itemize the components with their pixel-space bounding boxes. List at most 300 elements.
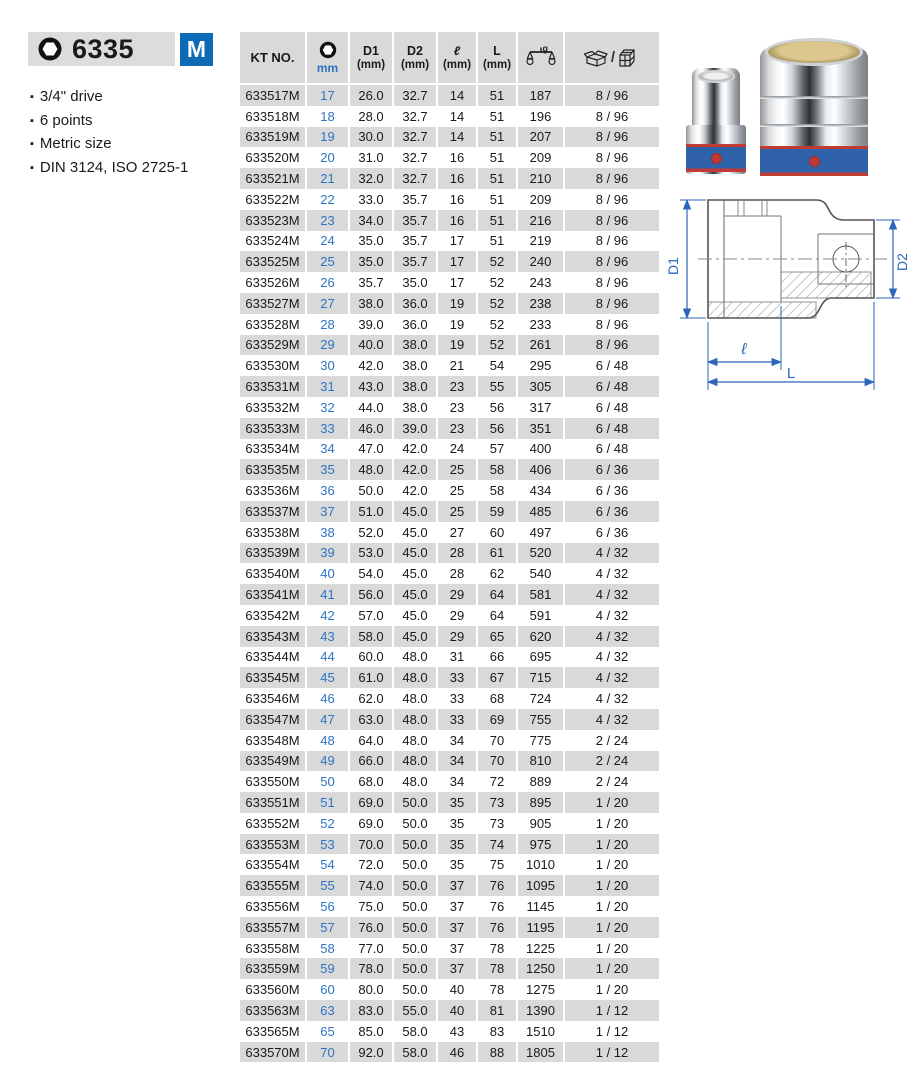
- table-cell: 40: [438, 979, 478, 1000]
- table-cell: 1 / 20: [565, 917, 659, 938]
- table-cell: 28: [438, 563, 478, 584]
- table-row: [240, 480, 659, 501]
- table-row: [240, 709, 659, 730]
- table-cell: 1250: [518, 958, 565, 979]
- table-cell: 50.0: [394, 979, 438, 1000]
- table-cell: 58: [478, 459, 518, 480]
- table-cell: 317: [518, 397, 565, 418]
- table-cell: 485: [518, 501, 565, 522]
- table-cell: 67: [478, 667, 518, 688]
- column-header-packaging: [565, 32, 659, 83]
- table-row: [240, 938, 659, 959]
- table-cell: 633556M: [240, 896, 307, 917]
- table-cell: 633527M: [240, 293, 307, 314]
- table-cell: 633558M: [240, 938, 307, 959]
- table-header-row: [240, 32, 659, 85]
- table-cell: 633541M: [240, 584, 307, 605]
- feature-item: ▪ 6 points: [30, 111, 93, 129]
- table-cell: 6 / 36: [565, 459, 659, 480]
- table-cell: 1 / 12: [565, 1021, 659, 1042]
- table-cell: 27: [307, 293, 350, 314]
- table-row: [240, 376, 659, 397]
- table-cell: 26: [307, 272, 350, 293]
- table-cell: 66: [478, 647, 518, 668]
- table-row: [240, 251, 659, 272]
- table-cell: 57.0: [350, 605, 394, 626]
- table-cell: 29: [438, 626, 478, 647]
- table-cell: 1275: [518, 979, 565, 1000]
- table-row: [240, 147, 659, 168]
- table-cell: 49: [307, 751, 350, 772]
- table-cell: 51: [478, 85, 518, 106]
- table-cell: 52: [478, 251, 518, 272]
- table-cell: 27: [438, 522, 478, 543]
- table-cell: 724: [518, 688, 565, 709]
- table-cell: 633518M: [240, 106, 307, 127]
- table-cell: 25: [438, 480, 478, 501]
- table-row: [240, 543, 659, 564]
- brand-logo-dot: [711, 153, 722, 164]
- table-cell: 47.0: [350, 439, 394, 460]
- table-cell: 8 / 96: [565, 231, 659, 252]
- table-cell: 633534M: [240, 439, 307, 460]
- table-cell: 35: [438, 854, 478, 875]
- table-cell: 975: [518, 834, 565, 855]
- table-cell: 32.7: [394, 127, 438, 148]
- table-cell: 43: [438, 1021, 478, 1042]
- table-cell: 83.0: [350, 1000, 394, 1021]
- table-cell: 633550M: [240, 771, 307, 792]
- table-cell: 38.0: [350, 293, 394, 314]
- table-cell: 57: [478, 439, 518, 460]
- table-cell: 633545M: [240, 667, 307, 688]
- column-header-d2: D2 (mm): [394, 32, 438, 83]
- table-cell: 37: [307, 501, 350, 522]
- bullet-icon: ▪: [30, 138, 34, 150]
- table-cell: 51: [478, 189, 518, 210]
- table-cell: 196: [518, 106, 565, 127]
- table-cell: 25: [438, 501, 478, 522]
- table-cell: 32.7: [394, 147, 438, 168]
- table-cell: 8 / 96: [565, 251, 659, 272]
- table-cell: 810: [518, 751, 565, 772]
- table-cell: 6 / 48: [565, 439, 659, 460]
- table-cell: 633536M: [240, 480, 307, 501]
- table-cell: 2 / 24: [565, 730, 659, 751]
- table-cell: 32: [307, 397, 350, 418]
- table-row: [240, 563, 659, 584]
- table-cell: 51: [478, 168, 518, 189]
- table-cell: 43: [307, 626, 350, 647]
- table-row: [240, 813, 659, 834]
- table-cell: 209: [518, 189, 565, 210]
- table-row: [240, 355, 659, 376]
- table-cell: 207: [518, 127, 565, 148]
- table-row: [240, 272, 659, 293]
- table-cell: 1 / 20: [565, 938, 659, 959]
- table-cell: 400: [518, 439, 565, 460]
- table-cell: 38.0: [394, 376, 438, 397]
- table-cell: 33: [307, 418, 350, 439]
- table-cell: 70: [478, 730, 518, 751]
- table-row: [240, 189, 659, 210]
- table-cell: 78: [478, 958, 518, 979]
- table-cell: 53: [307, 834, 350, 855]
- table-cell: 50.0: [394, 813, 438, 834]
- table-row: [240, 771, 659, 792]
- feature-item: ▪ 3/4" drive: [30, 88, 103, 105]
- dim-label-l-big: L: [786, 365, 796, 382]
- table-cell: 81: [478, 1000, 518, 1021]
- table-cell: 47: [307, 709, 350, 730]
- table-row: [240, 605, 659, 626]
- table-cell: 1095: [518, 875, 565, 896]
- table-cell: 1195: [518, 917, 565, 938]
- table-cell: 37: [438, 917, 478, 938]
- table-cell: 16: [438, 147, 478, 168]
- table-cell: 23: [438, 397, 478, 418]
- table-cell: 8 / 96: [565, 106, 659, 127]
- table-row: [240, 397, 659, 418]
- product-photo: [668, 30, 908, 190]
- table-cell: 633555M: [240, 875, 307, 896]
- table-cell: 32.7: [394, 106, 438, 127]
- table-cell: 1 / 20: [565, 875, 659, 896]
- column-header-l-big: L (mm): [478, 32, 518, 83]
- table-cell: 6 / 48: [565, 418, 659, 439]
- table-cell: 17: [307, 85, 350, 106]
- table-cell: 52: [478, 335, 518, 356]
- table-cell: 35: [307, 459, 350, 480]
- table-cell: 35: [438, 792, 478, 813]
- table-cell: 63: [307, 1000, 350, 1021]
- table-cell: 633532M: [240, 397, 307, 418]
- table-row: [240, 106, 659, 127]
- table-cell: 63.0: [350, 709, 394, 730]
- table-cell: 4 / 32: [565, 709, 659, 730]
- socket-large-image: [760, 38, 868, 176]
- table-cell: 57: [307, 917, 350, 938]
- table-cell: 50.0: [394, 792, 438, 813]
- table-body: [240, 85, 659, 1062]
- socket-groove: [760, 96, 868, 99]
- table-cell: 8 / 96: [565, 127, 659, 148]
- table-cell: 8 / 96: [565, 335, 659, 356]
- open-box-icon: [584, 48, 608, 68]
- table-cell: 4 / 32: [565, 647, 659, 668]
- table-cell: 633548M: [240, 730, 307, 751]
- table-cell: 50.0: [394, 834, 438, 855]
- table-row: [240, 314, 659, 335]
- table-cell: 92.0: [350, 1042, 394, 1063]
- table-cell: 46: [438, 1042, 478, 1063]
- table-cell: 72: [478, 771, 518, 792]
- table-cell: 19: [307, 127, 350, 148]
- table-cell: 53.0: [350, 543, 394, 564]
- table-row: [240, 730, 659, 751]
- table-cell: 19: [438, 314, 478, 335]
- table-cell: 775: [518, 730, 565, 751]
- table-cell: 305: [518, 376, 565, 397]
- table-cell: 24: [438, 439, 478, 460]
- table-cell: 38.0: [394, 397, 438, 418]
- table-cell: 633522M: [240, 189, 307, 210]
- table-cell: 633540M: [240, 563, 307, 584]
- table-cell: 633521M: [240, 168, 307, 189]
- table-cell: 35.7: [394, 251, 438, 272]
- table-cell: 61.0: [350, 667, 394, 688]
- table-cell: 35: [438, 834, 478, 855]
- table-row: [240, 626, 659, 647]
- brand-logo-dot: [809, 156, 820, 167]
- table-cell: 633519M: [240, 127, 307, 148]
- table-cell: 69.0: [350, 813, 394, 834]
- table-cell: 28: [438, 543, 478, 564]
- table-cell: 75.0: [350, 896, 394, 917]
- column-header-kt-no: KT NO.: [240, 32, 307, 83]
- table-cell: 34: [307, 439, 350, 460]
- table-cell: 209: [518, 147, 565, 168]
- table-cell: 58: [478, 480, 518, 501]
- table-cell: 36.0: [394, 293, 438, 314]
- table-row: [240, 293, 659, 314]
- table-cell: 29: [307, 335, 350, 356]
- table-cell: 31.0: [350, 147, 394, 168]
- table-cell: 33: [438, 709, 478, 730]
- table-cell: 45.0: [394, 626, 438, 647]
- table-cell: 4 / 32: [565, 667, 659, 688]
- table-cell: 52: [478, 272, 518, 293]
- table-cell: 45.0: [394, 584, 438, 605]
- table-cell: 56: [307, 896, 350, 917]
- table-cell: 633538M: [240, 522, 307, 543]
- table-cell: 633544M: [240, 647, 307, 668]
- table-cell: 620: [518, 626, 565, 647]
- table-cell: 44: [307, 647, 350, 668]
- table-row: [240, 647, 659, 668]
- table-cell: 35.7: [394, 189, 438, 210]
- table-cell: 633537M: [240, 501, 307, 522]
- table-row: [240, 335, 659, 356]
- table-cell: 45.0: [394, 543, 438, 564]
- table-cell: 58: [307, 938, 350, 959]
- feature-list: [30, 86, 188, 180]
- table-cell: 54.0: [350, 563, 394, 584]
- table-row: [240, 85, 659, 106]
- column-header-weight: [518, 32, 565, 83]
- table-cell: 42.0: [350, 355, 394, 376]
- table-cell: 60: [307, 979, 350, 1000]
- table-cell: 48.0: [394, 647, 438, 668]
- table-row: [240, 459, 659, 480]
- table-cell: 1 / 20: [565, 958, 659, 979]
- table-cell: 50.0: [394, 854, 438, 875]
- table-cell: 210: [518, 168, 565, 189]
- table-cell: 40.0: [350, 335, 394, 356]
- table-cell: 78: [478, 938, 518, 959]
- table-cell: 28.0: [350, 106, 394, 127]
- carton-icon: [618, 48, 640, 68]
- table-cell: 78.0: [350, 958, 394, 979]
- table-cell: 20: [307, 147, 350, 168]
- table-cell: 66.0: [350, 751, 394, 772]
- table-cell: 1390: [518, 1000, 565, 1021]
- table-cell: 219: [518, 231, 565, 252]
- table-cell: 41: [307, 584, 350, 605]
- table-cell: 19: [438, 293, 478, 314]
- table-cell: 633553M: [240, 834, 307, 855]
- table-row: [240, 501, 659, 522]
- table-cell: 8 / 96: [565, 189, 659, 210]
- feature-item: ▪ DIN 3124, ISO 2725-1: [30, 158, 189, 176]
- table-cell: 1 / 20: [565, 896, 659, 917]
- table-cell: 8 / 96: [565, 210, 659, 231]
- table-cell: 30: [307, 355, 350, 376]
- table-cell: 54: [307, 854, 350, 875]
- table-cell: 32.0: [350, 168, 394, 189]
- table-cell: 52: [478, 314, 518, 335]
- table-cell: 51: [478, 147, 518, 168]
- table-row: [240, 875, 659, 896]
- table-cell: 633559M: [240, 958, 307, 979]
- table-cell: 351: [518, 418, 565, 439]
- table-cell: 261: [518, 335, 565, 356]
- table-cell: 37: [438, 938, 478, 959]
- table-cell: 48.0: [394, 667, 438, 688]
- table-cell: 35.0: [394, 272, 438, 293]
- table-cell: 54: [478, 355, 518, 376]
- table-cell: 42.0: [394, 439, 438, 460]
- table-cell: 715: [518, 667, 565, 688]
- table-cell: 1 / 20: [565, 792, 659, 813]
- table-cell: 19: [438, 335, 478, 356]
- table-cell: 520: [518, 543, 565, 564]
- table-row: [240, 792, 659, 813]
- table-cell: 52.0: [350, 522, 394, 543]
- table-cell: 42.0: [394, 459, 438, 480]
- socket-groove: [760, 124, 868, 127]
- table-cell: 633526M: [240, 272, 307, 293]
- table-cell: 238: [518, 293, 565, 314]
- socket-cross-section: [666, 190, 913, 404]
- table-cell: 6 / 36: [565, 480, 659, 501]
- table-cell: 50.0: [394, 938, 438, 959]
- table-cell: 24: [307, 231, 350, 252]
- table-cell: 8 / 96: [565, 314, 659, 335]
- table-cell: 633570M: [240, 1042, 307, 1063]
- table-cell: 6 / 48: [565, 376, 659, 397]
- table-cell: 36: [307, 480, 350, 501]
- table-cell: 48.0: [350, 459, 394, 480]
- bullet-icon: ▪: [30, 161, 34, 174]
- hex-circle-icon: [37, 36, 63, 62]
- table-cell: 35.7: [394, 231, 438, 252]
- table-cell: 4 / 32: [565, 605, 659, 626]
- table-cell: 26.0: [350, 85, 394, 106]
- table-cell: 64.0: [350, 730, 394, 751]
- table-cell: 633531M: [240, 376, 307, 397]
- table-cell: 17: [438, 272, 478, 293]
- table-cell: 39.0: [394, 418, 438, 439]
- table-cell: 497: [518, 522, 565, 543]
- table-cell: 1010: [518, 854, 565, 875]
- table-cell: 69: [478, 709, 518, 730]
- socket-small-opening: [697, 70, 735, 83]
- dimension-diagram: [666, 190, 913, 404]
- table-cell: 17: [438, 231, 478, 252]
- table-cell: 6 / 48: [565, 355, 659, 376]
- table-cell: 755: [518, 709, 565, 730]
- table-row: [240, 1042, 659, 1063]
- table-cell: 58.0: [350, 626, 394, 647]
- hex-socket-icon: [317, 41, 339, 60]
- table-cell: 78: [478, 979, 518, 1000]
- table-cell: 29: [438, 584, 478, 605]
- table-cell: 23: [307, 210, 350, 231]
- table-cell: 32.7: [394, 168, 438, 189]
- table-cell: 59: [478, 501, 518, 522]
- table-cell: 406: [518, 459, 565, 480]
- table-cell: 55: [478, 376, 518, 397]
- table-cell: 21: [307, 168, 350, 189]
- table-cell: 633565M: [240, 1021, 307, 1042]
- table-cell: 74: [478, 834, 518, 855]
- table-cell: 633552M: [240, 813, 307, 834]
- table-cell: 83: [478, 1021, 518, 1042]
- table-row: [240, 522, 659, 543]
- table-cell: 48.0: [394, 751, 438, 772]
- table-cell: 295: [518, 355, 565, 376]
- table-cell: 48.0: [394, 709, 438, 730]
- table-row: [240, 667, 659, 688]
- table-row: [240, 231, 659, 252]
- table-cell: 43.0: [350, 376, 394, 397]
- table-cell: 48.0: [394, 730, 438, 751]
- table-cell: 16: [438, 168, 478, 189]
- table-cell: 75: [478, 854, 518, 875]
- table-cell: 62.0: [350, 688, 394, 709]
- table-cell: 6 / 36: [565, 501, 659, 522]
- socket-large-opening: [765, 38, 863, 66]
- table-cell: 77.0: [350, 938, 394, 959]
- table-cell: 633517M: [240, 85, 307, 106]
- table-cell: 51: [478, 127, 518, 148]
- table-cell: 45: [307, 667, 350, 688]
- table-cell: 76: [478, 875, 518, 896]
- table-cell: 8 / 96: [565, 293, 659, 314]
- table-row: [240, 418, 659, 439]
- table-cell: 42.0: [394, 480, 438, 501]
- table-cell: 633524M: [240, 231, 307, 252]
- table-cell: 50.0: [394, 917, 438, 938]
- table-cell: 64: [478, 605, 518, 626]
- table-cell: 31: [307, 376, 350, 397]
- table-row: [240, 168, 659, 189]
- table-cell: 4 / 32: [565, 584, 659, 605]
- table-cell: 1510: [518, 1021, 565, 1042]
- table-cell: 56.0: [350, 584, 394, 605]
- table-cell: 55.0: [394, 1000, 438, 1021]
- table-cell: 18: [307, 106, 350, 127]
- feature-item: ▪ Metric size: [30, 135, 112, 152]
- dim-label-d2: D2: [894, 253, 910, 271]
- table-cell: 40: [438, 1000, 478, 1021]
- table-row: [240, 1000, 659, 1021]
- table-cell: 62: [478, 563, 518, 584]
- table-cell: 243: [518, 272, 565, 293]
- table-cell: 29: [438, 605, 478, 626]
- table-cell: 1 / 20: [565, 979, 659, 1000]
